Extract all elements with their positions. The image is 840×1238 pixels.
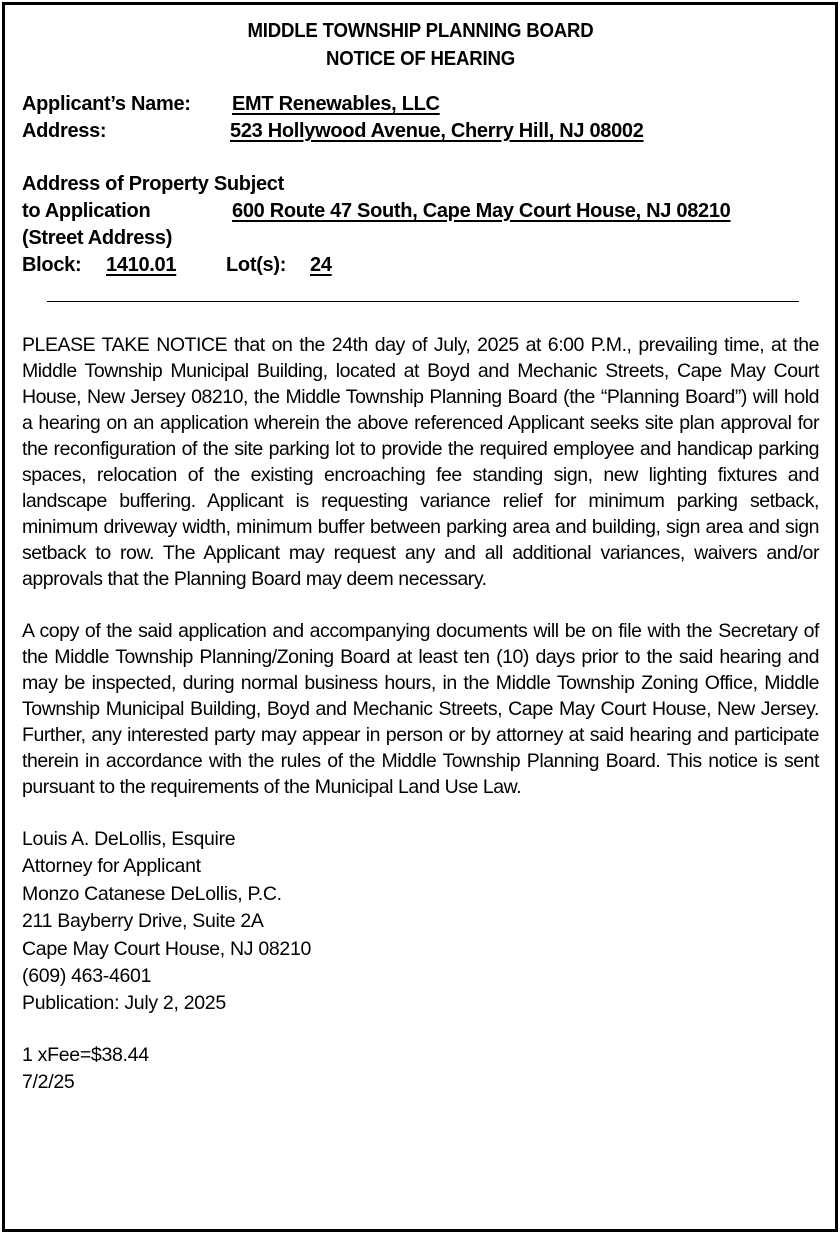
fee-line: 1 xFee=$38.44 [22, 1043, 149, 1066]
property-address-row [22, 198, 819, 225]
firm-city: Cape May Court House, NJ 08210 [22, 937, 312, 960]
applicant-info [22, 91, 819, 279]
block-value: 1410.01 [106, 254, 177, 276]
block-lot-row [22, 252, 819, 279]
notice-heading [50, 17, 791, 73]
firm-phone: (609) 463-4601 [22, 965, 152, 988]
block-label: Block: [22, 254, 82, 276]
attorney-contact [22, 826, 819, 1018]
fee-info [22, 1042, 819, 1096]
notice-paragraph-1: PLEASE TAKE NOTICE that on the 24th day of July, 2025 at 6:00 P.M., prevailing time, at the Middle Township Municipal Building, located at Boyd and Mechanic Streets, Cape May Court House, New Jersey 08210, the Middle Township Planning Board (the “Planning Board”) will hold a hearing on an application wherein the above referenced Applicant seeks site plan approval for the reconfiguration of the site parking lot to provide the required employee and handicap parking spaces, relocation of the existing encroaching fee standing sign, new lighting fixtures and landscape buffering. Applicant is requesting variance relief for minimum parking setback, minimum driveway width, minimum buffer between parking area and building, sign area and sign setback to row. The Applicant may request any and all additional variances, waivers and/or approvals that the Planning Board may deem necessary. [22, 334, 819, 590]
divider [47, 301, 799, 302]
applicant-name-label: Applicant’s Name: [22, 93, 191, 115]
notice-paragraph-2: A copy of the said application and accompanying documents will be on file with the Secretary of the Middle Township Planning/Zoning Board at least ten (10) days prior to the said hearing and may be inspected, during normal business hours, in the Middle Township Zoning Office, Middle Township Municipal Building, Boyd and Mechanic Streets, Cape May Court House, New Jersey. Further, any interested party may appear in person or by attorney at said hearing and participate therein in accordance with the rules of the Middle Township Planning Board. This notice is sent pursuant to the requirements of the Municipal Land Use Law. [22, 620, 819, 798]
property-label-row-1 [22, 171, 819, 198]
property-address-value: 600 Route 47 South, Cape May Court House, NJ 08210 [232, 200, 731, 222]
applicant-address-row [22, 118, 819, 145]
law-firm: Monzo Catanese DeLollis, P.C. [22, 882, 282, 905]
applicant-name-value: EMT Renewables, LLC [232, 93, 440, 115]
lots-label: Lot(s): [226, 254, 287, 276]
attorney-name: Louis A. DeLollis, Esquire [22, 828, 236, 850]
applicant-address-label: Address: [22, 120, 107, 142]
publication-date: Publication: July 2, 2025 [22, 992, 226, 1015]
attorney-title: Attorney for Applicant [22, 855, 201, 878]
property-label-line1: Address of Property Subject [22, 173, 284, 195]
property-label-line2: to Application [22, 200, 151, 222]
lots-value: 24 [310, 254, 332, 276]
applicant-address-value: 523 Hollywood Avenue, Cherry Hill, NJ 08002 [230, 120, 644, 142]
legal-notice [2, 2, 838, 1232]
board-title: MIDDLE TOWNSHIP PLANNING BOARD [247, 20, 594, 42]
property-label-row-3 [22, 225, 819, 252]
property-label-line3: (Street Address) [22, 227, 173, 249]
fee-date: 7/2/25 [22, 1070, 75, 1093]
applicant-name-row [22, 91, 819, 118]
notice-title: NOTICE OF HEARING [325, 48, 516, 70]
firm-street: 211 Bayberry Drive, Suite 2A [22, 910, 264, 933]
